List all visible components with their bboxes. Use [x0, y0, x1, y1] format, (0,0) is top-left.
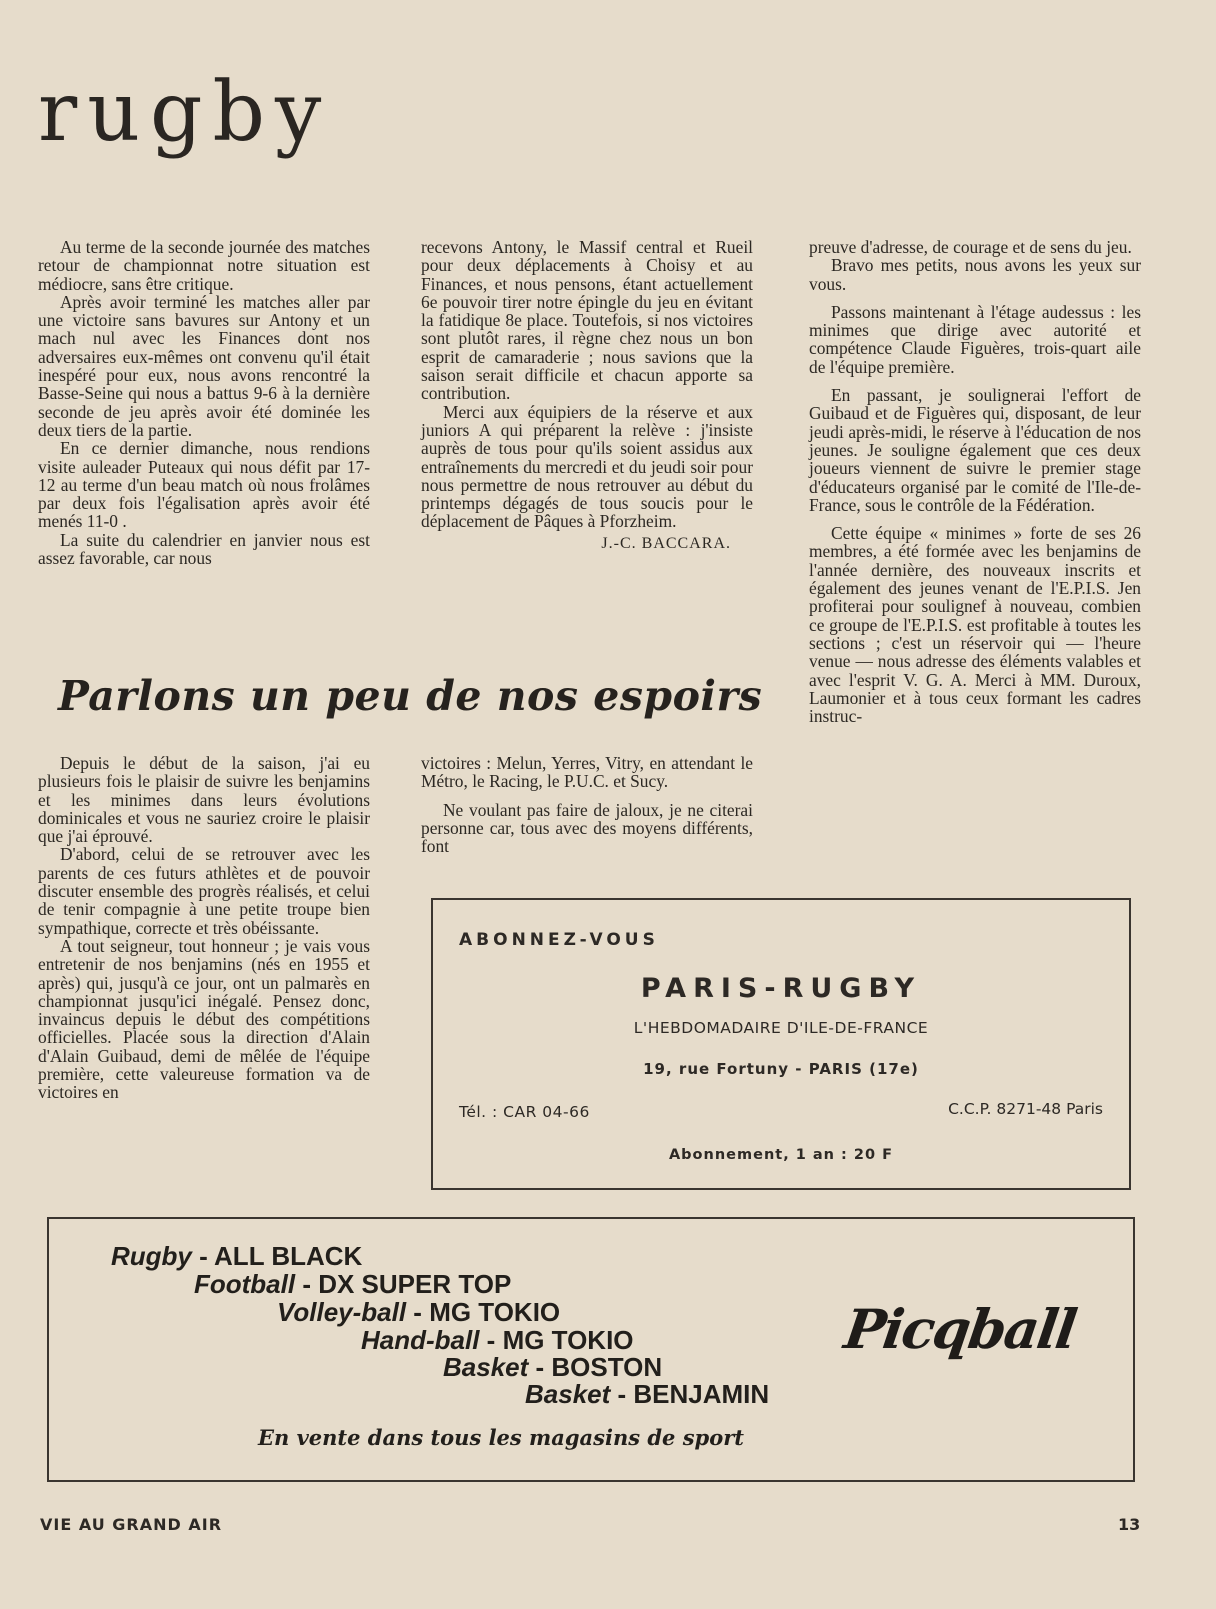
model-name: ALL BLACK — [214, 1241, 363, 1271]
sport-name: Hand-ball — [361, 1325, 480, 1355]
paragraph: Depuis le début de la saison, j'ai eu plusieurs fois le plaisir de suivre les benjamins et les minimes dans leurs évolutions dominicales et vous ne sauriez croire le plaisir que j'ai éprouvé. — [38, 753, 370, 847]
paragraph: Merci aux équipiers de la réserve et aux juniors A qui préparent la relève : j'insiste auprès de tous pour qu'ils soient assidus aux entraînements du mercredi et du jeudi soir pour nous permettre de nous retrouver au début du printemps dégagés de tous soucis pour le déplacement de Pâques à Pforzheim. — [421, 401, 753, 532]
sport-name: Basket — [525, 1379, 611, 1409]
page-number: 13 — [1118, 1515, 1141, 1534]
sport-name: Rugby — [111, 1241, 192, 1271]
advert-tagline: En vente dans tous les magasins de sport — [257, 1425, 744, 1450]
model-name: MG TOKIO — [502, 1325, 634, 1355]
article1-column-1 — [38, 238, 370, 567]
advert-callout: ABONNEZ-VOUS — [459, 930, 659, 950]
publication-footer: VIE AU GRAND AIR — [40, 1515, 223, 1534]
paragraph: D'abord, celui de se retrouver avec les parents de ces futurs athlètes et de pouvoir discuter ensemble des progrès réalisés, et celui de tenir compagnie à une petite troupe bien sympathique, correcte et très obéissante. — [38, 844, 370, 938]
advert-tagline: L'HEBDOMADAIRE D'ILE-DE-FRANCE — [633, 1019, 929, 1037]
paragraph: Passons maintenant à l'étage audessus : les minimes que dirige avec autorité et compétence Claude Figuères, trois-quart aile de l'équipe première. — [809, 301, 1141, 377]
article2-column-2 — [421, 754, 753, 855]
product-line: Basket - BOSTON — [443, 1352, 663, 1382]
sport-name: Volley-ball — [277, 1297, 407, 1327]
advert-publication-name: PARIS-RUGBY — [640, 973, 922, 1004]
article2-column-3 — [809, 238, 1141, 725]
paragraph: Au terme de la seconde journée des matches retour de championnat notre situation est médiocre, sans être critique. — [38, 237, 370, 294]
paragraph: En passant, je soulignerai l'effort de Guibaud et de Figuères qui, disposant, de leur jeudi après-midi, le réserve à l'éducation de nos jeunes. Je souligne également que ces deux joueurs viennent de suivre le premier stage d'éducateurs organisé par le comité de l'Ile-de-France, sous le contrôle de la Fédération. — [809, 385, 1141, 515]
paragraph: Cette équipe « minimes » forte de ses 26 membres, a été formée avec les benjamins de l'année dernière, des nouveaux inscrits et également des jeunes venant de l'E.P.I.S. Jen profiterai pour soulignef à nouveau, combien ce groupe de l'E.P.I.S. est profitable à toutes les sections ; c'est un réservoir qui — l'heure venue — nous adresse des éléments valables et avec l'esprit V. G. A. Merci à MM. Duroux, Laumonier et à tous ceux formant les cadres instruc- — [809, 523, 1141, 727]
picqball-advert — [47, 1217, 1135, 1482]
paragraph: Ne voulant pas faire de jaloux, je ne citerai personne car, tous avec des moyens différents, font — [421, 799, 753, 857]
paragraph: preuve d'adresse, de courage et de sens du jeu. — [809, 237, 1132, 257]
sport-name: Basket — [443, 1352, 529, 1382]
sport-name: Football — [194, 1269, 296, 1299]
paragraph: victoires : Melun, Yerres, Vitry, en attendant le Métro, le Racing, le P.U.C. et Sucy. — [421, 753, 753, 792]
model-name: MG TOKIO — [429, 1297, 561, 1327]
paragraph: recevons Antony, le Massif central et Rueil pour deux déplacements à Choisy et au Finances, et nous pensons, étant actuellement 6e pouvoir tirer notre épingle du jeu en évitant la fatidique 8e place. Toutefois, si nos victoires sont plutôt rares, il règne chez nous un bon esprit de camaraderie ; nous savions que la saison serait difficile et chacun apporte sa contribution. — [421, 237, 753, 404]
paragraph: La suite du calendrier en janvier nous est assez favorable, car nous — [38, 529, 370, 569]
article2-column-1 — [38, 754, 370, 1102]
paragraph: Bravo mes petits, nous avons les yeux sur vous. — [809, 255, 1141, 294]
model-name: BENJAMIN — [633, 1379, 770, 1409]
article1-column-2 — [421, 238, 753, 553]
paris-rugby-advert — [431, 898, 1131, 1190]
paragraph: En ce dernier dimanche, nous rendions visite auleader Puteaux qui nous défit par 17-12 au terme d'un beau match où nous frolâmes par deux fois l'égalisation après avoir été menés 11-0 . — [38, 438, 370, 532]
product-line: Football - DX SUPER TOP — [194, 1269, 512, 1299]
advert-address: 19, rue Fortuny - PARIS (17e) — [643, 1060, 919, 1078]
product-line: Rugby - ALL BLACK — [111, 1241, 363, 1271]
paragraph: A tout seigneur, tout honneur ; je vais vous entretenir de nos benjamins (nés en 1955 et après) qui, jusqu'à ce jour, ont un palmarès en championnat jusqu'ici inégalé. Pensez donc, invaincus depuis le début des compétitions officielles. Placée sous la direction d'Alain d'Alain Guibaud, demi de mêlée de l'équipe première, cette valeureuse formation va de victoires en — [38, 935, 370, 1103]
advert-telephone: Tél. : CAR 04-66 — [459, 1103, 590, 1121]
paragraph: Après avoir terminé les matches aller par une victoire sans bavures sur Antony et un mach nul avec les Finances dont nos adversaires eux-mêmes ont convenu qu'il était inespéré pour eux, nous avons rencontré la Basse-Seine qui nous a battus 9-6 à la dernière seconde de jeu après avoir été dominée les deux tiers de la partie. — [38, 291, 370, 440]
advert-ccp: C.C.P. 8271-48 Paris — [948, 1100, 1103, 1118]
author-signature: J.-C. BACCARA. — [601, 534, 731, 552]
product-line: Hand-ball - MG TOKIO — [361, 1325, 634, 1355]
page-title: rugby — [38, 65, 332, 160]
model-name: BOSTON — [551, 1352, 663, 1382]
model-name: DX SUPER TOP — [318, 1269, 512, 1299]
product-line: Basket - BENJAMIN — [525, 1379, 770, 1409]
advert-subscription-price: Abonnement, 1 an : 20 F — [668, 1147, 894, 1163]
product-line: Volley-ball - MG TOKIO — [277, 1297, 561, 1327]
picqball-logo: Picqball — [840, 1297, 1080, 1361]
section-heading: Parlons un peu de nos espoirs — [58, 672, 763, 720]
